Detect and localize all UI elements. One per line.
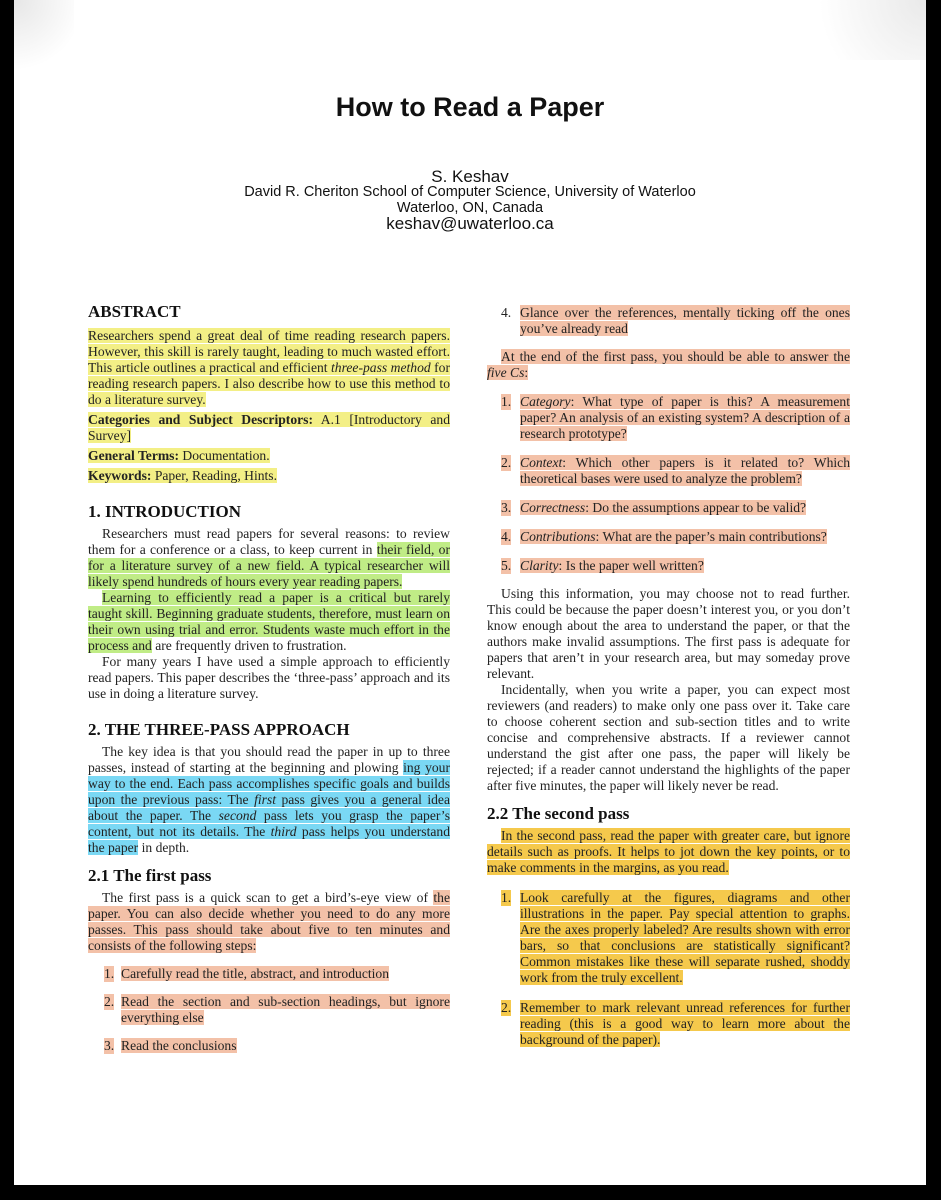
intro-paragraph-3: For many years I have used a simple approach to efficiently read papers. This paper describes the ‘three-pass’ approach and its use in doing a literature survey. bbox=[88, 654, 450, 701]
five-cs-item: 3. Correctness: Do the assumptions appear to be valid? bbox=[501, 500, 807, 515]
abstract-categories: Categories and Subject Descriptors: A.1 [Introductory and Survey] bbox=[88, 412, 450, 443]
second-pass-step: 1. Look carefully at the figures, diagrams and other illustrations in the paper. Pay special attention to graphs. Are the axes properly labeled? Are results shown with error bars, so that conclusions are statistically significant? Common mistakes like these will separate rushed, shoddy work from the truly excellent. bbox=[501, 890, 850, 985]
five-cs-item: 1. Category: What type of paper is this? A measurement paper? An analysis of an existing system? A description of a research prototype? bbox=[501, 394, 850, 441]
author-location: Waterloo, ON, Canada bbox=[396, 200, 544, 216]
second-pass-heading: 2.2 The second pass bbox=[487, 804, 630, 823]
abstract-body: Researchers spend a great deal of time reading research papers. However, this skill is rarely taught, leading to much wasted effort. This article outlines a practical and efficient three-pass method for reading research papers. I also describe how to use this method to do a literature survey. bbox=[88, 328, 451, 407]
right-column bbox=[487, 305, 850, 1048]
first-pass-writing-note: Incidentally, when you write a paper, you can expect most reviewers (and readers) to make only one pass over it. Take care to choose coherent section and sub-section titles and to write concise and comprehensive abstracts. If a reviewer cannot understand the gist after one pass, the paper will likely be rejected; if a reader cannot understand the highlights of the paper after five minutes, the paper will likely never be read. bbox=[487, 682, 850, 793]
intro-heading: 1. INTRODUCTION bbox=[88, 502, 242, 521]
author-name: S. Keshav bbox=[431, 167, 509, 186]
page-shadow-right bbox=[786, 0, 926, 60]
intro-paragraph-1: Researchers must read papers for several reasons: to review them for a conference or a class, to keep current in their field, or for a literature survey of a new field. A typical researcher will likely spend hundreds of hours every year reading papers. bbox=[88, 526, 451, 589]
paper-title: How to Read a Paper bbox=[335, 92, 605, 122]
first-pass-step: 1. Carefully read the title, abstract, and introduction bbox=[104, 966, 390, 981]
first-pass-heading: 2.1 The first pass bbox=[88, 866, 212, 885]
abstract-terms: General Terms: Documentation. bbox=[88, 448, 270, 463]
first-pass-step: 3. Read the conclusions bbox=[104, 1038, 237, 1053]
second-pass-intro: In the second pass, read the paper with greater care, but ignore details such as proofs. It helps to jot down the key points, or to make comments in the margins, as you read. bbox=[487, 828, 850, 875]
abstract-heading: ABSTRACT bbox=[88, 302, 181, 321]
three-pass-paragraph: The key idea is that you should read the paper in up to three passes, instead of starting at the beginning and plowing ing your way to the end. Each pass accomplishes specific goals and builds upon the previous pass: The first pass gives you a general idea about the paper. The second pass lets you grasp the paper’s content, but not its details. The third pass helps you understand the paper in depth. bbox=[88, 744, 450, 855]
left-column bbox=[88, 302, 450, 1054]
first-pass-step: 2. Read the section and sub-section headings, but ignore everything else bbox=[104, 994, 450, 1025]
first-pass-intro: The first pass is a quick scan to get a bird’s-eye view of the paper. You can also decide whether you need to do any more passes. This pass should take about five to ten minutes and consists of the following steps: bbox=[88, 890, 450, 953]
second-pass-step: 2. Remember to mark relevant unread references for further reading (this is a good way to learn more about the background of the paper). bbox=[501, 1000, 850, 1047]
intro-paragraph-2: Learning to efficiently read a paper is a critical but rarely taught skill. Beginning graduate students, therefore, must learn on their own using trial and error. Students waste much effort in the process and are frequently driven to frustration. bbox=[88, 590, 450, 653]
five-cs-item: 5. Clarity: Is the paper well written? bbox=[501, 558, 704, 573]
author-email: keshav@uwaterloo.ca bbox=[386, 214, 554, 233]
first-pass-outcome: Using this information, you may choose not to read further. This could be because the paper doesn’t interest you, or you don’t know enough about the area to understand the paper, or that the authors make invalid assumptions. The first pass is adequate for papers that aren’t in your research area, but may someday prove relevant. bbox=[487, 586, 850, 681]
abstract-keywords: Keywords: Paper, Reading, Hints. bbox=[88, 468, 277, 483]
five-cs-item: 4. Contributions: What are the paper’s main contributions? bbox=[501, 529, 827, 544]
page-shadow-left bbox=[14, 0, 74, 80]
first-pass-step: 4. Glance over the references, mentally ticking off the ones you’ve already read bbox=[501, 305, 850, 336]
three-pass-heading: 2. THE THREE-PASS APPROACH bbox=[88, 720, 350, 739]
five-cs-intro: At the end of the first pass, you should be able to answer the five Cs: bbox=[487, 349, 850, 380]
paper-page bbox=[14, 0, 926, 1185]
author-affiliation: David R. Cheriton School of Computer Science, University of Waterloo bbox=[244, 184, 696, 200]
five-cs-item: 2. Context: Which other papers is it related to? Which theoretical bases were used to analyze the problem? bbox=[501, 455, 850, 486]
